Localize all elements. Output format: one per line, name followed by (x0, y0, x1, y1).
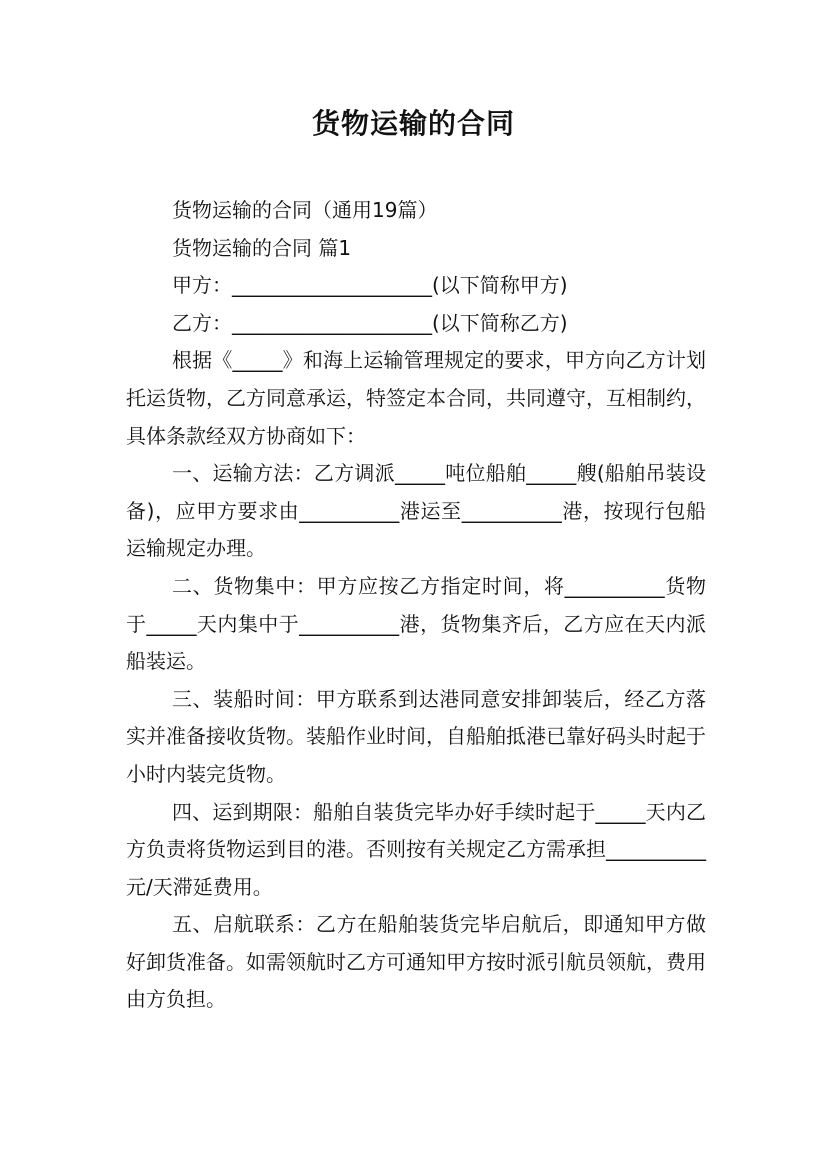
paragraph-preamble: 根据《_____》和海上运输管理规定的要求，甲方向乙方计划托运货物，乙方同意承运，特签定本合同，共同遵守，互相制约，具体条款经双方协商如下： (126, 348, 706, 448)
paragraph-clause-2-cargo-collection: 二、货物集中：甲方应按乙方指定时间，将__________货物于_____天内集中于__________港，货物集齐后，乙方应在天内派船装运。 (126, 573, 706, 674)
paragraph-clause-3-loading-time: 三、装船时间：甲方联系到达港同意安排卸装后，经乙方落实并准备接收货物。装船作业时间，自船舶抵港已靠好码头时起于小时内装完货物。 (126, 686, 706, 786)
paragraph-party-b: 乙方：____________________(以下简称乙方) (172, 310, 568, 335)
paragraph-contract-collection-title: 货物运输的合同（通用19篇） (172, 198, 438, 222)
paragraph-clause-1-transport-method: 一、运输方法：乙方调派_____吨位船舶_____艘(船舶吊装设备)，应甲方要求由__________港运至__________港，按现行包船运输规定办理。 (126, 461, 706, 561)
paragraph-chapter-heading: 货物运输的合同 篇1 (172, 235, 352, 260)
paragraph-party-a: 甲方：____________________(以下简称甲方) (172, 273, 568, 298)
paragraph-clause-5-departure-contact: 五、启航联系：乙方在船舶装货完毕启航后，即通知甲方做好卸货准备。如需领航时乙方可通知甲方按时派引航员领航，费用由方负担。 (126, 912, 706, 1012)
paragraph-clause-4-delivery-period: 四、运到期限：船舶自装货完毕办好手续时起于_____天内乙方负责将货物运到目的港。否则按有关规定乙方需承担__________元/天滞延费用。 (126, 799, 706, 899)
document-title: 货物运输的合同 (311, 107, 515, 140)
document-body (126, 192, 706, 1019)
